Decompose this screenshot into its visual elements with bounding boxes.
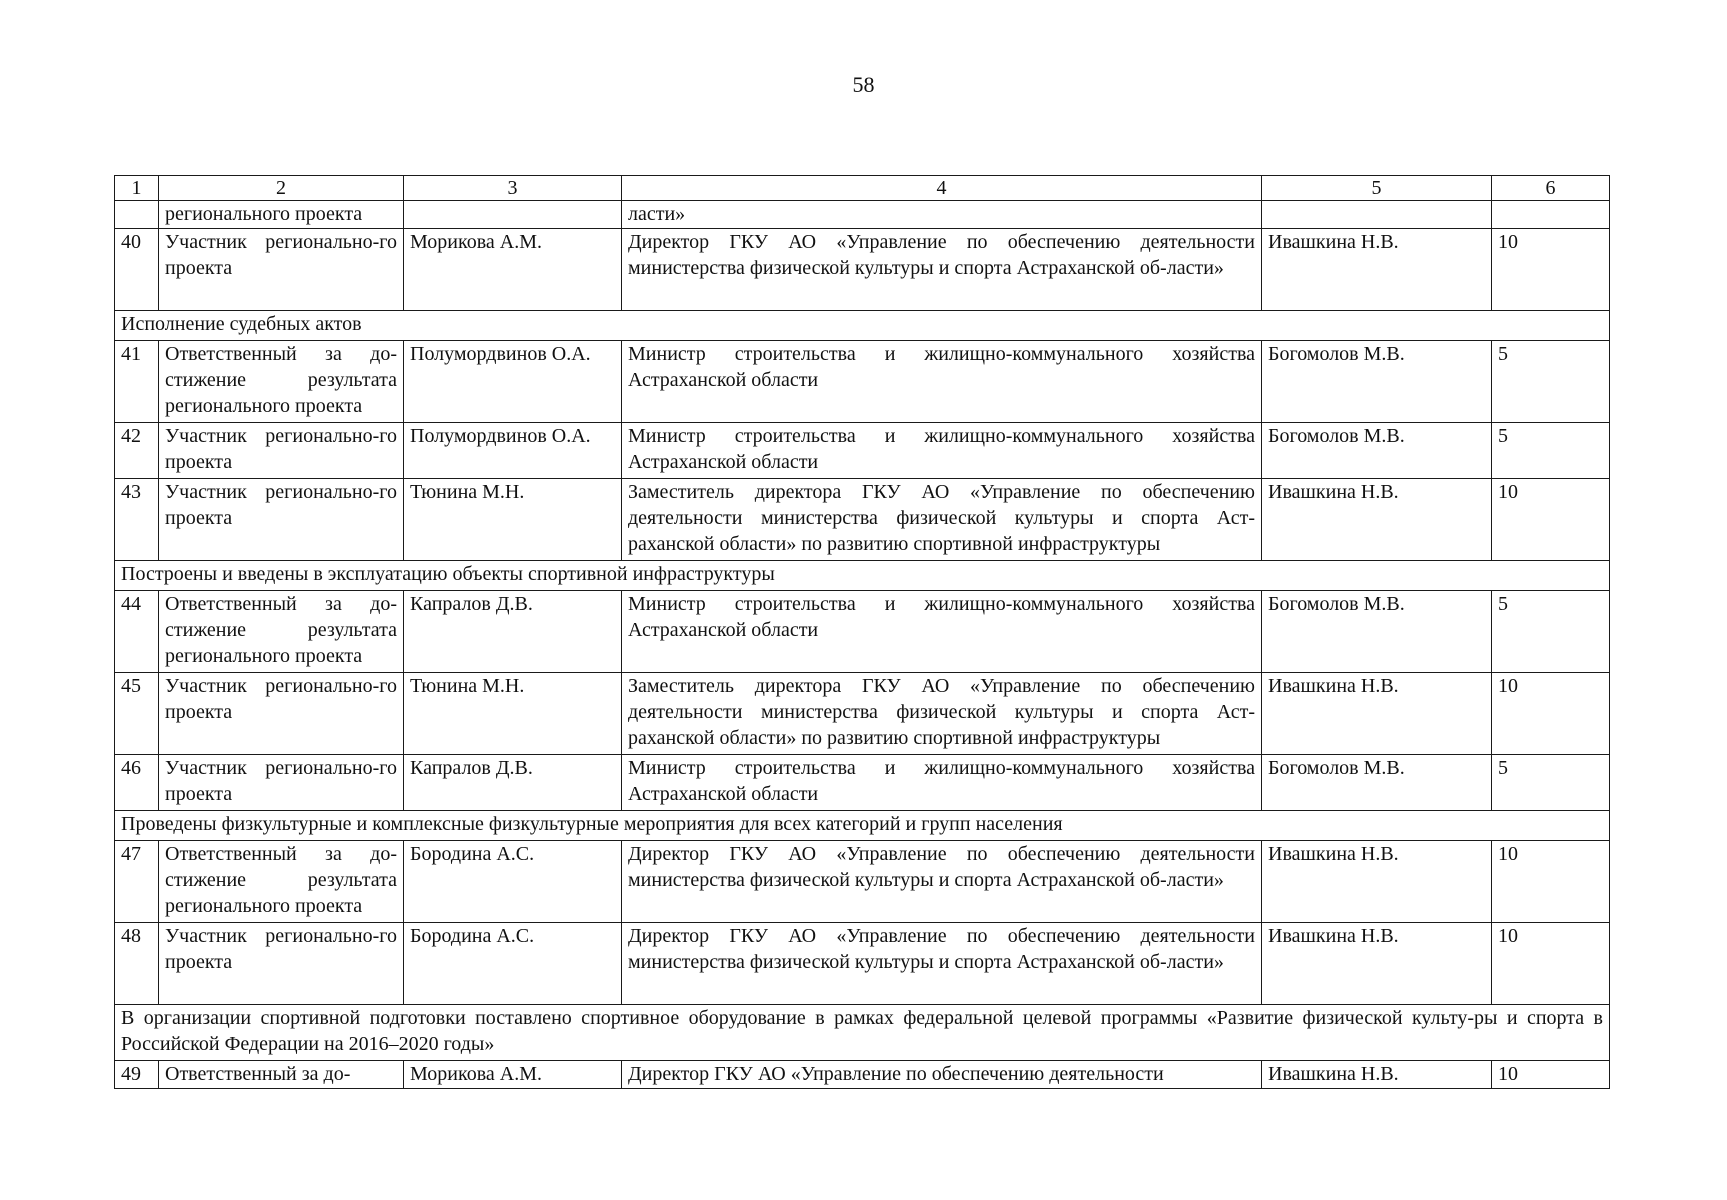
value-cell: 5 [1492,423,1610,479]
row-number-cell: 44 [115,591,159,673]
role-cell: Участник регионально-го проекта [159,229,404,311]
person-cell: Тюнина М.Н. [404,673,622,755]
continuation-row [115,201,1610,229]
responsibility-table [114,175,1610,1089]
role-cell: Ответственный за до-стижение результата регионального проекта [159,841,404,923]
role-cell: Ответственный за до- [159,1061,404,1089]
position-cell: Министр строительства и жилищно-коммунального хозяйства Астраханской области [622,755,1262,811]
section-row [115,1005,1610,1061]
person-cell: Капралов Д.В. [404,591,622,673]
position-cell: Министр строительства и жилищно-коммунального хозяйства Астраханской области [622,341,1262,423]
supervisor-cell: Ивашкина Н.В. [1262,673,1492,755]
value-cell: 10 [1492,1061,1610,1089]
table-row [115,755,1610,811]
table-row [115,341,1610,423]
position-cell: Директор ГКУ АО «Управление по обеспечению деятельности министерства физической культуры и спорта Астраханской об-ласти» [622,923,1262,1005]
position-cell: Заместитель директора ГКУ АО «Управление по обеспечению деятельности министерства физической культуры и спорта Аст-раханской области» по развитию спортивной инфраструктуры [622,479,1262,561]
section-title: В организации спортивной подготовки поставлено спортивное оборудование в рамках федеральной целевой программы «Развитие физической культу-ры и спорта в Российской Федерации на 2016–2020 годы» [115,1005,1610,1061]
row-number-cell: 45 [115,673,159,755]
table-row [115,841,1610,923]
role-cell: Участник регионально-го проекта [159,673,404,755]
section-title: Исполнение судебных актов [115,311,1610,341]
position-cell: Министр строительства и жилищно-коммунального хозяйства Астраханской области [622,591,1262,673]
position-cell: Министр строительства и жилищно-коммунального хозяйства Астраханской области [622,423,1262,479]
role-cell: Участник регионально-го проекта [159,479,404,561]
person-cell: Капралов Д.В. [404,755,622,811]
person-cell: Морикова А.М. [404,229,622,311]
role-cell: Ответственный за до-стижение результата регионального проекта [159,341,404,423]
column-number: 4 [622,176,1262,201]
supervisor-cell: Ивашкина Н.В. [1262,923,1492,1005]
table-row [115,591,1610,673]
section-row [115,311,1610,341]
supervisor-cell: Ивашкина Н.В. [1262,479,1492,561]
value-cell: 5 [1492,341,1610,423]
person-cell: Тюнина М.Н. [404,479,622,561]
column-number: 2 [159,176,404,201]
position-cell: Заместитель директора ГКУ АО «Управление по обеспечению деятельности министерства физической культуры и спорта Аст-раханской области» по развитию спортивной инфраструктуры [622,673,1262,755]
table-row [115,423,1610,479]
table-row [115,923,1610,1005]
person-cell: Морикова А.М. [404,1061,622,1089]
role-cell: Участник регионально-го проекта [159,923,404,1005]
row-number-cell: 43 [115,479,159,561]
column-number: 3 [404,176,622,201]
value-cell: 10 [1492,673,1610,755]
row-number-cell [115,201,159,229]
section-row [115,811,1610,841]
section-row [115,561,1610,591]
row-number-cell: 46 [115,755,159,811]
supervisor-cell: Богомолов М.В. [1262,591,1492,673]
person-cell: Бородина А.С. [404,923,622,1005]
position-cell: Директор ГКУ АО «Управление по обеспечению деятельности министерства физической культуры и спорта Астраханской об-ласти» [622,229,1262,311]
column-number: 1 [115,176,159,201]
person-cell: Бородина А.С. [404,841,622,923]
supervisor-cell [1262,201,1492,229]
section-title: Построены и введены в эксплуатацию объекты спортивной инфраструктуры [115,561,1610,591]
supervisor-cell: Богомолов М.В. [1262,755,1492,811]
role-cell: регионального проекта [159,201,404,229]
row-number-cell: 41 [115,341,159,423]
position-cell: Директор ГКУ АО «Управление по обеспечению деятельности [622,1061,1262,1089]
position-cell: Директор ГКУ АО «Управление по обеспечению деятельности министерства физической культуры и спорта Астраханской об-ласти» [622,841,1262,923]
row-number-cell: 40 [115,229,159,311]
table-row [115,673,1610,755]
value-cell [1492,201,1610,229]
value-cell: 5 [1492,591,1610,673]
position-cell: ласти» [622,201,1262,229]
supervisor-cell: Ивашкина Н.В. [1262,841,1492,923]
column-number: 5 [1262,176,1492,201]
person-cell [404,201,622,229]
table-row [115,1061,1610,1089]
value-cell: 10 [1492,479,1610,561]
value-cell: 10 [1492,841,1610,923]
row-number-cell: 42 [115,423,159,479]
supervisor-cell: Богомолов М.В. [1262,341,1492,423]
person-cell: Полумордвинов О.А. [404,423,622,479]
row-number-cell: 49 [115,1061,159,1089]
role-cell: Ответственный за до-стижение результата регионального проекта [159,591,404,673]
role-cell: Участник регионально-го проекта [159,423,404,479]
column-number-row [115,176,1610,201]
person-cell: Полумордвинов О.А. [404,341,622,423]
table-row [115,479,1610,561]
section-title: Проведены физкультурные и комплексные физкультурные мероприятия для всех категорий и групп населения [115,811,1610,841]
supervisor-cell: Ивашкина Н.В. [1262,1061,1492,1089]
column-number: 6 [1492,176,1610,201]
supervisor-cell: Богомолов М.В. [1262,423,1492,479]
value-cell: 5 [1492,755,1610,811]
page-number: 58 [852,72,875,97]
supervisor-cell: Ивашкина Н.В. [1262,229,1492,311]
value-cell: 10 [1492,923,1610,1005]
value-cell: 10 [1492,229,1610,311]
row-number-cell: 48 [115,923,159,1005]
row-number-cell: 47 [115,841,159,923]
table-row [115,229,1610,311]
role-cell: Участник регионально-го проекта [159,755,404,811]
